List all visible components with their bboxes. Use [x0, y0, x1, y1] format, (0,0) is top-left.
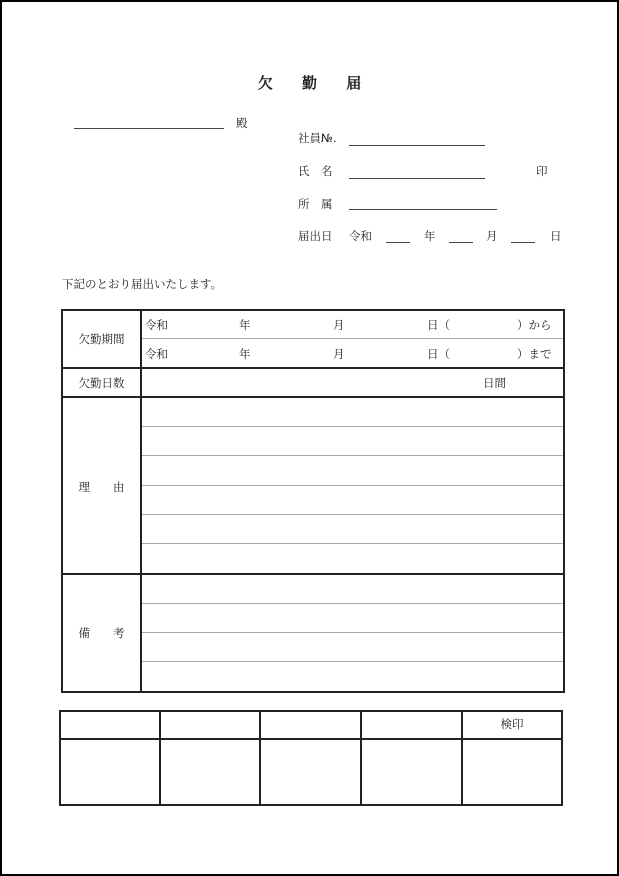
days-label: 欠勤日数 — [78, 376, 125, 390]
remarks-line — [142, 603, 563, 604]
reason-line — [142, 455, 563, 456]
reason-line — [142, 426, 563, 427]
submit-date-era: 令和 — [349, 229, 372, 243]
addressee-field[interactable] — [74, 128, 224, 129]
name-label: 氏 名 — [298, 164, 333, 178]
remarks-line — [142, 632, 563, 633]
intro-text: 下記のとおり届出いたします。 — [62, 277, 223, 291]
name-field[interactable] — [349, 178, 485, 179]
submit-day-field[interactable] — [511, 242, 535, 243]
submit-date-label: 届出日 — [298, 229, 333, 243]
period-row-divider — [142, 338, 563, 339]
period-start-suffix: ）から — [517, 318, 552, 332]
submit-month-label: 月 — [486, 229, 498, 243]
days-section-divider — [61, 396, 565, 398]
reason-section-divider — [61, 573, 565, 575]
submit-day-label: 日 — [550, 229, 562, 243]
period-start-year: 年 — [239, 318, 251, 332]
period-start-month: 月 — [333, 318, 345, 332]
reason-line — [142, 543, 563, 544]
reason-label: 理 由 — [78, 480, 125, 494]
period-end-day: 日（ — [427, 347, 450, 361]
department-label: 所 属 — [298, 197, 333, 211]
period-end-suffix: ）まで — [517, 347, 552, 361]
approval-table — [59, 710, 563, 806]
document-title: 欠 勤 届 — [257, 74, 374, 92]
addressee-suffix: 殿 — [236, 116, 248, 130]
approval-column-divider — [360, 710, 362, 806]
period-label: 欠勤期間 — [78, 332, 125, 346]
reason-line — [142, 514, 563, 515]
approval-header-divider — [59, 738, 563, 740]
inspection-seal-header: 検印 — [500, 717, 524, 731]
days-unit: 日間 — [483, 376, 506, 390]
employee-no-label: 社員№. — [298, 131, 337, 145]
remarks-line — [142, 661, 563, 662]
absence-table — [61, 309, 565, 693]
approval-column-divider — [159, 710, 161, 806]
submit-year-label: 年 — [424, 229, 436, 243]
approval-column-divider — [259, 710, 261, 806]
period-end-era: 令和 — [145, 347, 168, 361]
remarks-label: 備 考 — [78, 626, 125, 640]
seal-label: 印 — [536, 164, 548, 178]
period-end-month: 月 — [333, 347, 345, 361]
department-field[interactable] — [349, 209, 497, 210]
submit-month-field[interactable] — [449, 242, 473, 243]
period-section-divider — [61, 367, 565, 369]
reason-line — [142, 485, 563, 486]
period-start-day: 日（ — [427, 318, 450, 332]
period-start-era: 令和 — [145, 318, 168, 332]
employee-no-field[interactable] — [349, 145, 485, 146]
period-end-year: 年 — [239, 347, 251, 361]
submit-year-field[interactable] — [386, 242, 410, 243]
